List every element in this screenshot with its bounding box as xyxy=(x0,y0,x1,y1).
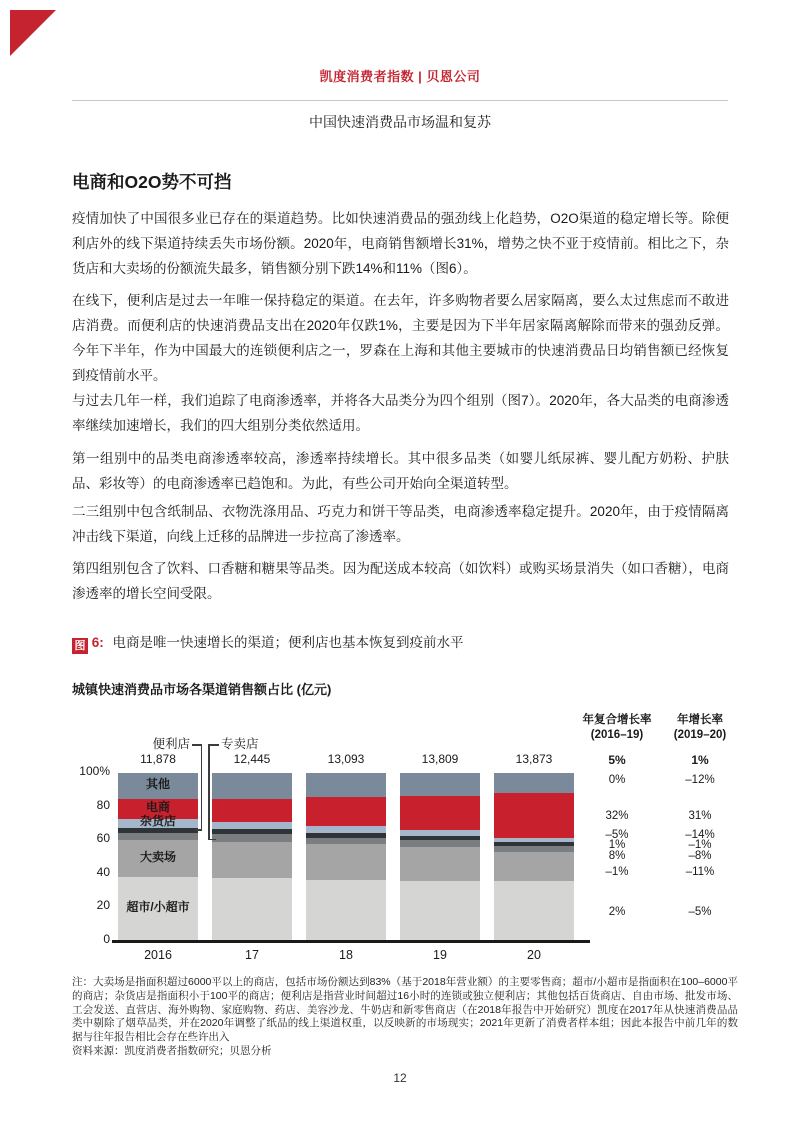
bar-segment-ecommerce xyxy=(400,796,480,830)
bar-total-label: 13,809 xyxy=(421,752,459,766)
growth-column-range: (2019–20) xyxy=(673,729,727,741)
callout-line xyxy=(201,744,203,830)
figure-number: 6: xyxy=(91,635,104,650)
bar-segment-hypermarket xyxy=(212,842,292,878)
series-label-hypermarket: 大卖场 xyxy=(139,849,176,864)
bar-segment-supermarket-mini xyxy=(212,878,292,941)
report-header: 凯度消费者指数 | 贝恩公司 xyxy=(319,69,481,84)
body-paragraph: 与过去几年一样，我们追踪了电商渗透率，并将各大品类分为四个组别（图7）。2020年，各大品类的电商渗透率继续加速增长，我们的四大组别分类依然适用。 xyxy=(72,393,729,433)
y-axis-tick-label: 100% xyxy=(79,764,110,778)
callout-line xyxy=(208,839,216,841)
bar-segment-ecommerce xyxy=(306,797,386,826)
chart-note: 注：大卖场是指面积超过6000平以上的商店，包括市场份额达到83%（基于2018年营业额）的主要零售商；超市/小超市是指面积在100–6000平的商店；杂货店是指面积小于100平的商店；便利店是指营业时间超过16小时的连锁或独立便利店；其他包括百货商店、自由市场、批发市场、工会发送、直营店、海外购物、家庭购物、药店、美容沙龙、牛奶店和新零售商店（在2018年报告中开始研究）凯度在2017年从快速消费品品类中剔除了烟草品类，并在2020年调整了纸品的线上渠道权重，以反映新的市场现实；2021年更新了消费者样本组；因此本报告中前几年的数据与往年报告相比会存在些许出入 xyxy=(72,976,738,1044)
section-heading: 电商和O2O势不可挡 xyxy=(72,172,232,192)
bar-total-label: 13,873 xyxy=(515,752,553,766)
body-paragraph: 第四组别包含了饮料、口香糖和糖果等品类。因为配送成本较高（如饮料）或购买场景消失（如口香糖），电商渗透率的增长空间受限。 xyxy=(72,561,729,601)
y-axis-tick-label: 60 xyxy=(96,831,110,846)
bar-total-label: 11,878 xyxy=(140,752,176,766)
callout-line xyxy=(208,744,219,746)
bar-segment-hypermarket xyxy=(494,852,574,881)
page-number: 12 xyxy=(393,1071,407,1085)
y-axis-tick-label: 0 xyxy=(103,932,110,946)
bar-segment-other xyxy=(400,773,480,796)
report-subtitle: 中国快速消费品市场温和复苏 xyxy=(309,114,491,130)
bar-segment-supermarket-mini xyxy=(494,881,574,941)
chart-source: 资料来源：凯度消费者指数研究；贝恩分析 xyxy=(72,1044,272,1057)
growth-column-header: 年复合增长率 xyxy=(582,714,652,726)
growth-cagr-specialty: 8% xyxy=(608,849,626,862)
x-axis-tick-label: 18 xyxy=(339,948,353,962)
bar-segment-grocery xyxy=(212,822,292,830)
bar-total-label: 13,093 xyxy=(327,752,365,766)
bar-segment-ecommerce xyxy=(212,799,292,822)
bar-total-label: 12,445 xyxy=(233,752,271,766)
x-axis-tick-label: 2016 xyxy=(144,948,172,962)
growth-total-yoy: 1% xyxy=(691,753,709,767)
body-paragraph: 二三组别中包含纸制品、衣物洗涤用品、巧克力和饼干等品类，电商渗透率稳定提升。2020年，由于疫情隔离冲击线下渠道，向线上迁移的品牌进一步拉高了渗透率。 xyxy=(72,504,729,544)
bar-segment-specialty xyxy=(118,833,198,841)
bar-segment-supermarket-mini xyxy=(306,880,386,941)
bar-segment-specialty xyxy=(306,838,386,845)
growth-column-header: 年增长率 xyxy=(677,714,723,726)
callout-line xyxy=(195,829,202,831)
growth-column-range: (2016–19) xyxy=(590,729,644,741)
callout-label-convenience: 便利店 xyxy=(152,737,190,751)
callout-line xyxy=(208,744,210,840)
bar-segment-hypermarket xyxy=(306,844,386,879)
growth-yoy-grocery: –14% xyxy=(685,828,715,841)
body-paragraph: 疫情加快了中国很多业已存在的渠道趋势。比如快速消费品的强劲线上化趋势，O2O渠道的稳定增长等。除便利店外的线下渠道持续丢失市场份额。2020年，电商销售额增长31%，增势之快不亚于疫情前。相比之下，杂货店和大卖场的份额流失最多，销售额分别下跌14%和11%（图6）。 xyxy=(72,211,729,276)
growth-cagr-other: 0% xyxy=(608,773,626,786)
bar-segment-specialty xyxy=(400,840,480,847)
bar-segment-other xyxy=(494,773,574,793)
bar-segment-grocery xyxy=(306,826,386,833)
series-label-grocery: 杂货店 xyxy=(139,814,176,829)
figure-label-chip: 图 xyxy=(72,638,88,654)
chart-title: 城镇快速消费品市场各渠道销售额占比 (亿元) xyxy=(72,682,332,697)
bar-segment-specialty xyxy=(212,834,292,842)
series-label-ecommerce: 电商 xyxy=(145,800,170,815)
growth-cagr-supermarket-mini: 2% xyxy=(608,905,626,918)
growth-yoy-convenience: –1% xyxy=(688,839,712,851)
growth-total-cagr: 5% xyxy=(608,753,626,767)
series-label-other: 其他 xyxy=(145,777,170,792)
bar-segment-hypermarket xyxy=(400,847,480,881)
bar-segment-other xyxy=(212,773,292,799)
figure-caption-text: 电商是唯一快速增长的渠道；便利店也基本恢复到疫前水平 xyxy=(112,635,464,650)
callout-label-specialty: 专卖店 xyxy=(221,737,259,751)
growth-yoy-supermarket-mini: –5% xyxy=(688,905,712,918)
x-axis-baseline xyxy=(112,940,590,943)
x-axis-tick-label: 19 xyxy=(433,948,447,962)
growth-yoy-other: –12% xyxy=(685,773,715,786)
bar-segment-supermarket-mini xyxy=(400,881,480,941)
bar-segment-ecommerce xyxy=(494,793,574,838)
x-axis-tick-label: 20 xyxy=(527,948,541,962)
y-axis-tick-label: 40 xyxy=(96,864,110,879)
body-paragraph: 第一组别中的品类电商渗透率较高，渗透率持续增长。其中很多品类（如婴儿纸尿裤、婴儿配方奶粉、护肤品、彩妆等）的电商渗透率已趋饱和。为此，有些公司开始向全渠道转型。 xyxy=(72,451,729,491)
growth-cagr-convenience: 1% xyxy=(608,839,626,851)
growth-cagr-ecommerce: 32% xyxy=(605,809,629,822)
chart-footnote-block xyxy=(72,976,738,1059)
y-axis-tick-label: 20 xyxy=(96,898,110,913)
growth-cagr-hypermarket: –1% xyxy=(605,865,629,878)
growth-yoy-specialty: –8% xyxy=(688,849,712,862)
body-paragraph: 在线下，便利店是过去一年唯一保持稳定的渠道。在去年，许多购物者要么居家隔离，要么太过焦虑而不敢进店消费。而便利店的快速消费品支出在2020年仅跌1%，主要是因为下半年居家隔离解除而带来的强劲反弹。今年下半年，作为中国最大的连锁便利店之一，罗森在上海和其他主要城市的快速消费品日均销售额已经恢复到疫情前水平。 xyxy=(72,293,729,383)
x-axis-tick-label: 17 xyxy=(245,948,259,962)
series-label-supermarket-mini: 超市/小超市 xyxy=(126,900,190,915)
growth-yoy-ecommerce: 31% xyxy=(688,809,712,822)
bar-segment-other xyxy=(306,773,386,797)
growth-cagr-grocery: –5% xyxy=(605,828,629,841)
growth-yoy-hypermarket: –11% xyxy=(685,865,715,878)
y-axis-tick-label: 80 xyxy=(96,797,110,812)
